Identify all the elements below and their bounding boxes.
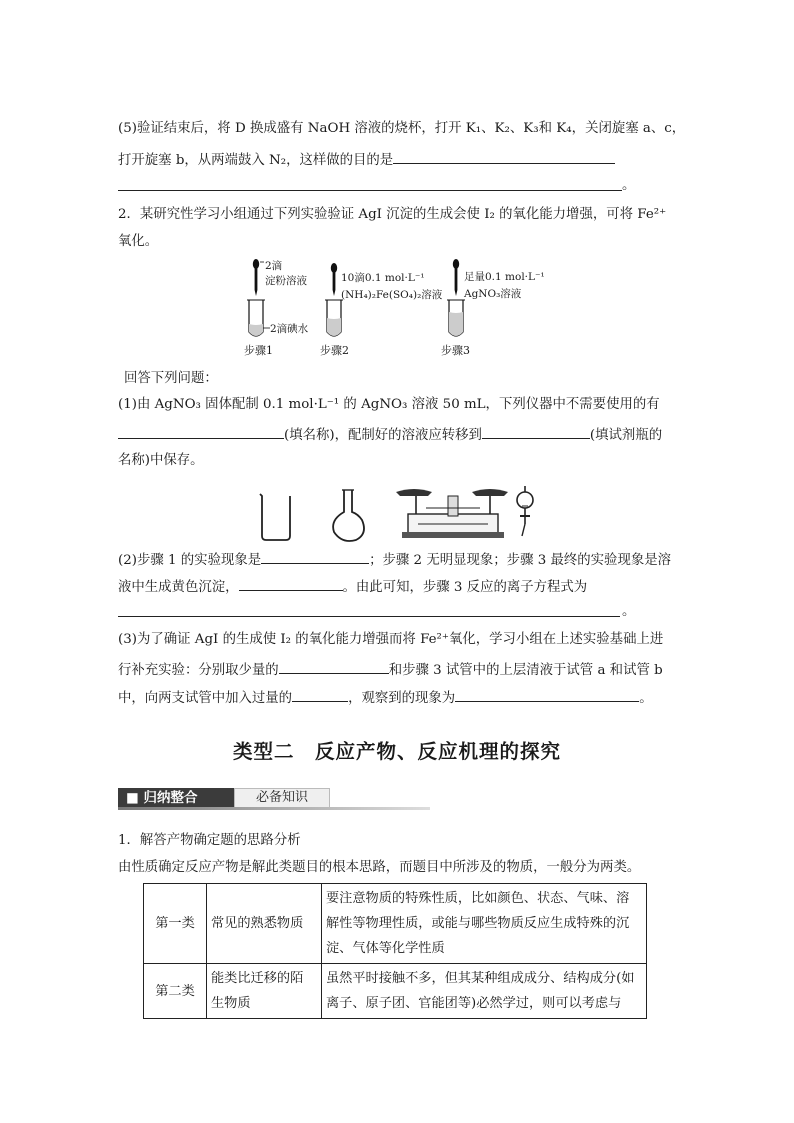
- banner-tag-label: 必备知识: [234, 788, 330, 808]
- dropper-icon: [453, 259, 459, 296]
- part2-step3-blank[interactable]: [239, 576, 343, 591]
- row1-name: 常见的熟悉物质: [207, 884, 322, 964]
- q2-part2-line2: [118, 576, 587, 597]
- q2-part3-line2: [118, 659, 663, 680]
- row1-desc: [322, 884, 647, 964]
- part2-text-c: 液中生成黄色沉淀，: [118, 580, 239, 595]
- table-row: [144, 884, 647, 964]
- dropper-icon: [331, 263, 337, 296]
- part3-phenomenon-blank[interactable]: [455, 687, 639, 702]
- part1-instrument-blank[interactable]: [118, 424, 284, 439]
- experiment-steps-figure: [236, 256, 566, 364]
- step2-label: 步骤2: [320, 344, 349, 357]
- dropper-icon: [253, 259, 259, 296]
- q2-intro-line1: 2．某研究性学习小组通过下列实验验证 AgI 沉淀的生成会使 I₂ 的氧化能力增强，可将 Fe²⁺: [118, 207, 667, 222]
- section-heading: 类型二 反应产物、反应机理的探究: [232, 740, 561, 763]
- step2-reagent-b: (NH₄)₂Fe(SO₄)₂溶液: [341, 289, 443, 301]
- banner-main-label: ■ 归纳整合: [118, 788, 234, 808]
- step2-reagent-a: 10滴0.1 mol·L⁻¹: [341, 272, 425, 284]
- step1-label: 步骤1: [244, 344, 273, 357]
- classification-table: [143, 883, 647, 1019]
- balance-scale-icon: [396, 489, 508, 538]
- part3-sample-blank[interactable]: [279, 659, 389, 674]
- q5-line1: (5)验证结束后，将 D 换成盛有 NaOH 溶液的烧杯，打开 K₁、K₂、K₃和 K₄，关闭旋塞 a、c，: [118, 121, 686, 136]
- part3-end: 。: [639, 691, 653, 706]
- answer-prompt: 回答下列问题：: [124, 371, 218, 386]
- part1-text-a: (填名称)，配制好的溶液应转移到: [284, 428, 482, 443]
- part2-text-d: 。由此可知，步骤 3 反应的离子方程式为: [342, 580, 588, 595]
- q5-end: 。: [622, 178, 636, 193]
- row2-desc-line1: 虽然平时接触不多，但其某种组成成分、结构成分(如: [326, 971, 635, 986]
- q5-answer-blank-2[interactable]: [118, 190, 622, 191]
- part3-reagent-blank[interactable]: [292, 687, 348, 702]
- q2-part3-line1: (3)为了确证 AgI 的生成使 I₂ 的氧化能力增强而将 Fe²⁺氧化，学习小组在上述实验基础上进: [118, 632, 664, 647]
- part3-text-b: 和步骤 3 试管中的上层清液于试管 a 和试管 b: [388, 663, 663, 678]
- part2-step1-blank[interactable]: [261, 549, 369, 564]
- row2-name: [207, 964, 322, 1019]
- test-tube-icon: [447, 300, 465, 336]
- row1-desc-line3: 淀、气体等化学性质: [326, 941, 445, 956]
- step1-reagent-a: 2滴: [265, 260, 283, 272]
- q2-part1-line1: (1)由 AgNO₃ 固体配制 0.1 mol·L⁻¹ 的 AgNO₃ 溶液 50 mL，下列仪器中不需要使用的有: [118, 397, 660, 412]
- banner-underline: [118, 807, 430, 810]
- part2-text-b: ；步骤 2 无明显现象；步骤 3 最终的实验现象是溶: [369, 553, 672, 568]
- volumetric-flask-icon: [333, 490, 364, 541]
- part3-text-d: ，观察到的现象为: [348, 691, 456, 706]
- subsection-text: 由性质确定反应产物是解此类题目的根本思路，而题目中所涉及的物质，一般分为两类。: [118, 860, 641, 875]
- step3-reagent-a: 足量0.1 mol·L⁻¹: [464, 271, 545, 283]
- q2-part2-line1: [118, 549, 671, 570]
- row2-desc: [322, 964, 647, 1019]
- row2-name-line1: 能类比迁移的陌: [211, 971, 304, 986]
- q5-answer-blank-1[interactable]: [393, 149, 615, 164]
- test-tube-icon: [325, 300, 343, 336]
- row1-type: 第一类: [144, 884, 207, 964]
- part2-end: 。: [622, 604, 636, 619]
- part2-text-a: (2)步骤 1 的实验现象是: [118, 553, 262, 568]
- step3-label: 步骤3: [441, 344, 470, 357]
- row1-desc-line1: 要注意物质的特殊性质，比如颜色、状态、气味、溶: [326, 891, 630, 906]
- part2-equation-blank[interactable]: [118, 616, 620, 617]
- q2-part3-line3: [118, 687, 653, 708]
- table-row: [144, 964, 647, 1019]
- separatory-funnel-icon: [517, 486, 533, 536]
- step3-reagent-b: AgNO₃溶液: [464, 288, 522, 300]
- row1-desc-line2: 解性等物理性质，或能与哪些物质反应生成特殊的沉: [326, 916, 630, 931]
- step1-reagent-b: 淀粉溶液: [265, 275, 307, 287]
- subsection-title: 1．解答产物确定题的思路分析: [118, 833, 301, 848]
- test-tube-icon: [247, 300, 265, 336]
- part3-text-a: 行补充实验：分别取少量的: [118, 663, 279, 678]
- row2-desc-line2: 离子、原子团、官能团等)必然学过，则可以考虑与: [326, 996, 622, 1011]
- part1-text-b: (填试剂瓶的: [589, 428, 663, 443]
- q2-part1-line2: [118, 424, 662, 445]
- section-banner: [118, 788, 430, 810]
- row2-type: 第二类: [144, 964, 207, 1019]
- q5-line2-text: 打开旋塞 b，从两端鼓入 N₂，这样做的目的是: [118, 153, 394, 168]
- part3-text-c: 中，向两支试管中加入过量的: [118, 691, 293, 706]
- q2-part1-line3: 名称)中保存。: [118, 453, 204, 468]
- part1-bottle-blank[interactable]: [482, 424, 590, 439]
- step1-tube-label: 2滴碘水: [270, 323, 309, 335]
- instruments-figure: [256, 484, 546, 546]
- beaker-icon: [260, 494, 290, 540]
- row2-name-line2: 生物质: [211, 996, 251, 1011]
- q5-line2: [118, 149, 615, 170]
- q2-intro-line2: 氧化。: [118, 234, 159, 249]
